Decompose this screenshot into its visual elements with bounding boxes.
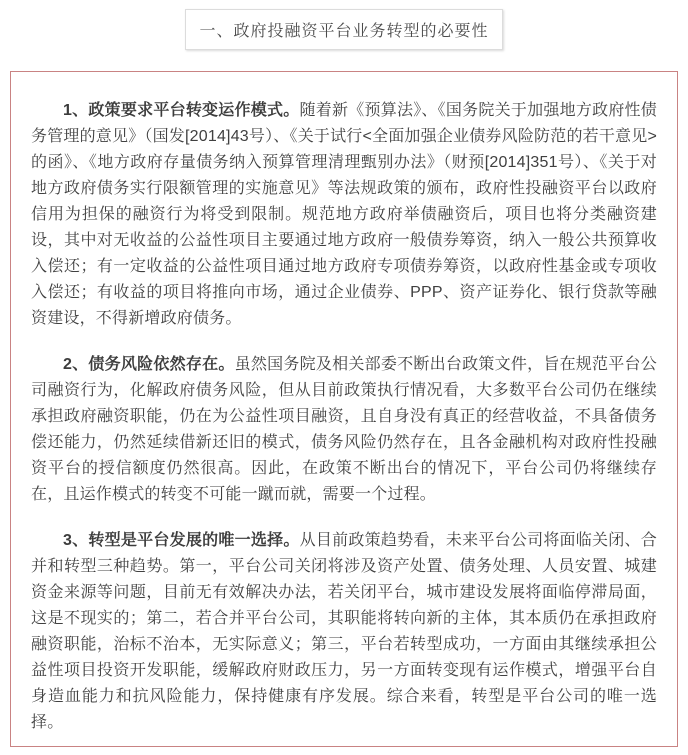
section-title: 一、政府投融资平台业务转型的必要性	[199, 23, 489, 40]
section-title-wrap	[0, 0, 688, 50]
content-panel	[10, 71, 678, 747]
paragraph-transformation	[31, 528, 657, 736]
paragraph-policy-text: 随着新《预算法》、《国务院关于加强地方政府性债务管理的意见》（国发[2014]43号）、《关于试行<全面加强企业债券风险防范的若干意见>的函》、《地方政府存量债务纳入预算管理清理甄别办法》（财预[2014]351号）、《关于对地方政府债务实行限额管理的实施意见》等法规政策的颁布，政府性投融资平台以政府信用为担保的融资行为将受到限制。规范地方政府举债融资后，项目也将分类融资建设，其中对无收益的公益性项目主要通过地方政府一般债券筹资，纳入一般公共预算收入偿还；有一定收益的公益性项目通过地方政府专项债券筹资，以政府性基金或专项收入偿还；有收益的项目将推向市场，通过企业债券、PPP、资产证券化、银行贷款等融资建设，不得新增政府债务。	[31, 102, 657, 327]
section-title-box	[185, 9, 502, 50]
paragraph-transformation-text: 从目前政策趋势看，未来平台公司将面临关闭、合并和转型三种趋势。第一，平台公司关闭将涉及资产处置、债务处理、人员安置、城建资金来源等问题，目前无有效解决办法，若关闭平台，城市建设发展将面临停滞局面，这是不现实的；第二，若合并平台公司，其职能将转向新的主体，其本质仍在承担政府融资职能，治标不治本，无实际意义；第三，平台若转型成功，一方面由其继续承担公益性项目投资开发职能，缓解政府财政压力，另一方面转变现有运作模式，增强平台自身造血能力和抗风险能力，保持健康有序发展。综合来看，转型是平台公司的唯一选择。	[31, 532, 657, 731]
paragraph-debt-risk-lead: 2、债务风险依然存在。	[63, 356, 235, 373]
paragraph-policy-lead: 1、政策要求平台转变运作模式。	[63, 102, 300, 119]
paragraph-debt-risk-text: 虽然国务院及相关部委不断出台政策文件，旨在规范平台公司融资行为，化解政府债务风险，但从目前政策执行情况看，大多数平台公司仍在继续承担政府融资职能，仍在为公益性项目融资，且自身没有真正的经营收益，不具备债务偿还能力，仍然延续借新还旧的模式，债务风险仍然存在，且各金融机构对政府性投融资平台的授信额度仍然很高。因此，在政策不断出台的情况下，平台公司仍将继续存在，且运作模式的转变不可能一蹴而就，需要一个过程。	[31, 356, 657, 503]
paragraph-transformation-lead: 3、转型是平台发展的唯一选择。	[63, 532, 300, 549]
paragraph-debt-risk	[31, 352, 657, 508]
paragraph-policy	[31, 98, 657, 332]
